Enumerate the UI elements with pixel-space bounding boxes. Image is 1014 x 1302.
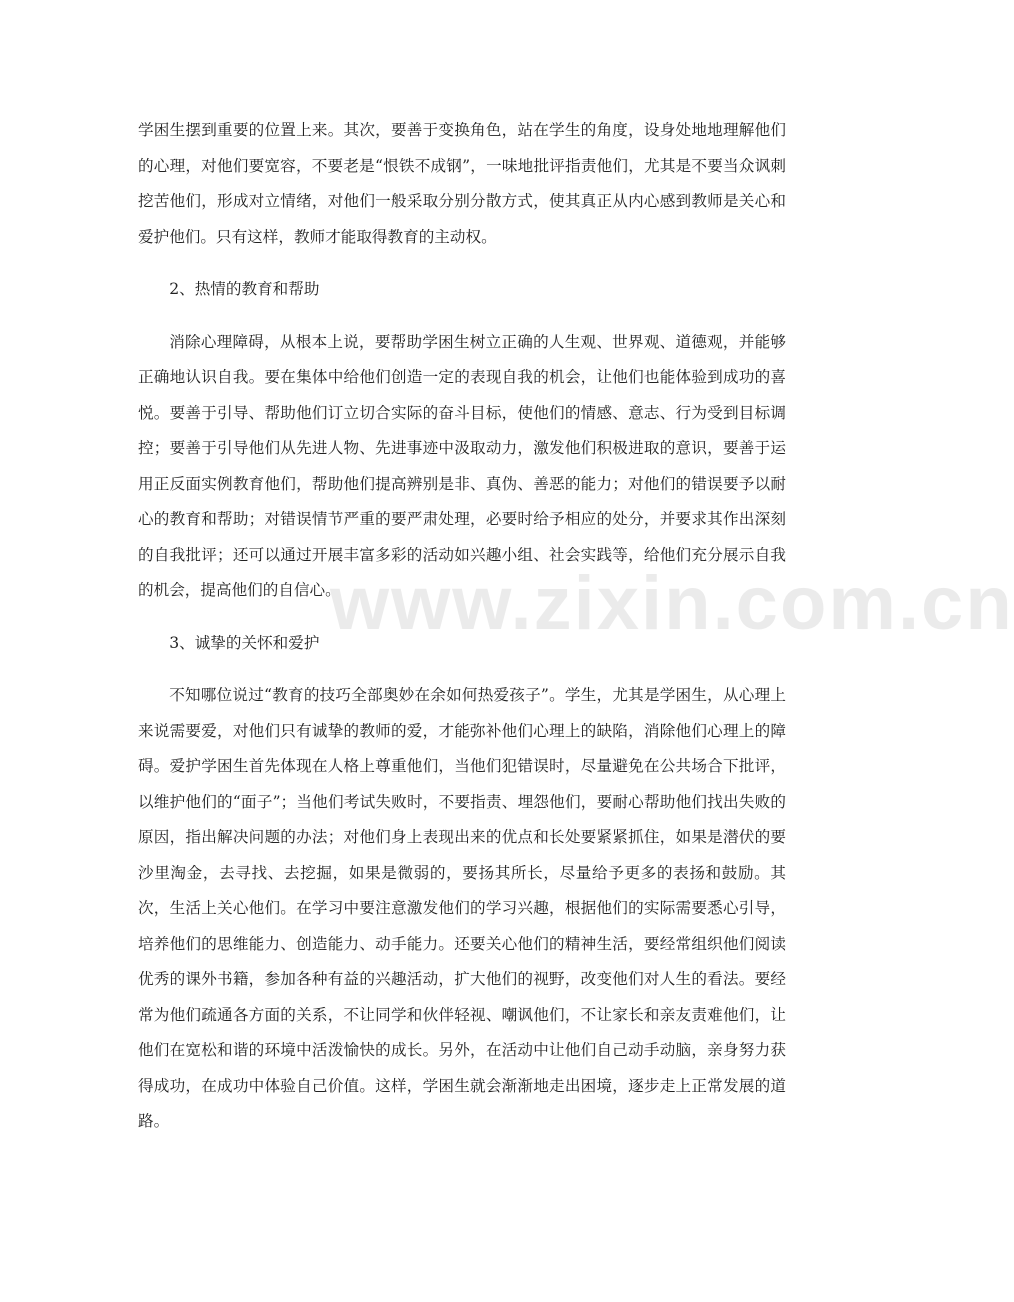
paragraph-education-help: 消除心理障碍，从根本上说，要帮助学困生树立正确的人生观、世界观、道德观，并能够正确地认识自我。要在集体中给他们创造一定的表现自我的机会，让他们也能体验到成功的喜悦。要善于引导、帮助他们订立切合实际的奋斗目标，使他们的情感、意志、行为受到目标调控；要善于引导他们从先进人物、先进事迹中汲取动力，激发他们积极进取的意识，要善于运用正反面实例教育他们，帮助他们提高辨别是非、真伪、善恶的能力；对他们的错误要予以耐心的教育和帮助；对错误情节严重的要严肃处理，必要时给予相应的处分，并要求其作出深刻的自我批评；还可以通过开展丰富多彩的活动如兴趣小组、社会实践等，给他们充分展示自我的机会，提高他们的自信心。 — [138, 332, 786, 599]
paragraph-spacer — [138, 609, 786, 626]
section-heading-3: 3、诚挚的关怀和爱护 — [169, 633, 320, 652]
paragraph-spacer — [138, 308, 786, 325]
watermark: www.zixin.com.cn — [330, 561, 1014, 646]
paragraph-care-love: 不知哪位说过“教育的技巧全部奥妙在余如何热爱孩子”。学生，尤其是学困生，从心理上来说需要爱，对他们只有诚挚的教师的爱，才能弥补他们心理上的缺陷，消除他们心理上的障碍。爱护学困生首先体现在人格上尊重他们，当他们犯错误时，尽量避免在公共场合下批评，以维护他们的“面子”；当他们考试失败时，不要指责、埋怨他们，要耐心帮助他们找出失败的原因，指出解决问题的办法；对他们身上表现出来的优点和长处要紧紧抓住，如果是潜伏的要沙里淘金，去寻找、去挖掘，如果是微弱的，要扬其所长，尽量给予更多的表扬和鼓励。其次，生活上关心他们。在学习中要注意激发他们的学习兴趣，根据他们的实际需要悉心引导，培养他们的思维能力、创造能力、动手能力。还要关心他们的精神生活，要经常组织他们阅读优秀的课外书籍，参加各种有益的兴趣活动，扩大他们的视野，改变他们对人生的看法。要经常为他们疏通各方面的关系，不让同学和伙伴轻视、嘲讽他们，不让家长和亲友责难他们，让他们在宽松和谐的环境中活泼愉快的成长。另外，在活动中让他们自己动手动脑，亲身努力获得成功，在成功中体验自己价值。这样，学困生就会渐渐地走出困境，逐步走上正常发展的道路。 — [138, 686, 786, 1130]
paragraph-spacer — [138, 255, 786, 272]
section-heading-2: 2、热情的教育和帮助 — [169, 280, 320, 298]
document-body — [138, 113, 786, 1140]
paragraph-continued: 学困生摆到重要的位置上来。其次，要善于变换角色，站在学生的角度，设身处地地理解他们的心理，对他们要宽容，不要老是“恨铁不成钢”，一味地批评指责他们，尤其是不要当众讽刺挖苦他们，形成对立情绪，对他们一般采取分别分散方式，使其真正从内心感到教师是关心和爱护他们。只有这样，教师才能取得教育的主动权。 — [138, 121, 786, 246]
paragraph-spacer — [138, 661, 786, 678]
